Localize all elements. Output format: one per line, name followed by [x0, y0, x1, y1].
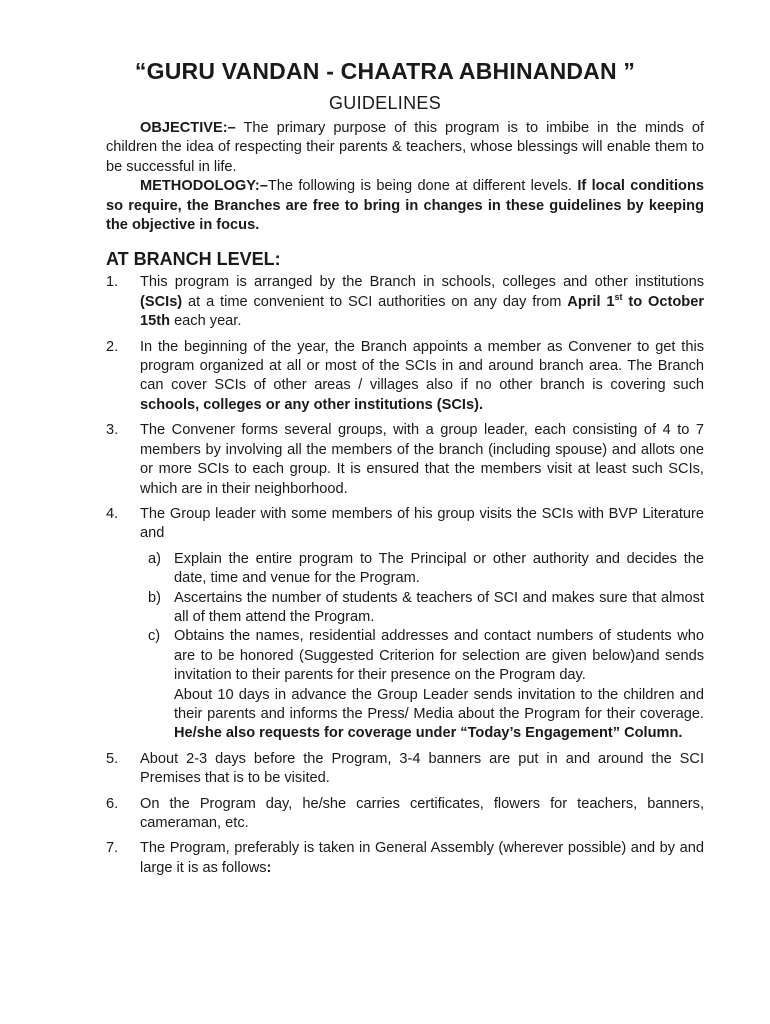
item-bold-text: to October 15th [140, 293, 704, 330]
sub-item-letter: b) [148, 589, 161, 606]
list-item [106, 505, 704, 544]
sub-item-letter: a) [148, 550, 161, 567]
item-text: About 2-3 days before the Program, 3-4 banners are put in and around the SCI Premises that is to be visited. [140, 750, 704, 787]
item-number: 3. [106, 422, 119, 439]
methodology-paragraph [106, 177, 704, 235]
methodology-text: The following is being done at different levels. [267, 178, 578, 195]
item-bold-text: : [266, 859, 272, 876]
item-text: The Convener forms several groups, with a group leader, each consisting of 4 to 7 members by involving all the members of the branch (including spouse) and allots one or more SCIs to each group. It is ensured that the members visit at least such SCIs, which are in their neighborhood. [140, 422, 704, 497]
sub-item-text: Explain the entire program to The Principal or other authority and decides the date, time and venue for the Program. [174, 550, 704, 587]
item-number: 4. [106, 505, 119, 522]
continuation-text: About 10 days in advance the Group Leader sends invitation to the children and their parents and informs the Press/ Media about the Program for their coverage. [174, 686, 704, 722]
item-bold-text: (SCIs) [140, 293, 183, 310]
objective-text: The primary purpose of this program is to imbibe in the minds of children the idea of respecting their parents & teachers, whose blessings will enable them to be successful in life. [106, 120, 704, 175]
sub-item [140, 627, 704, 685]
continuation-bold-text: He/she also requests for coverage under “Today’s Engagement” Column. [174, 725, 683, 742]
list-item [106, 839, 704, 878]
list-item [106, 338, 704, 416]
item-text: The Group leader with some members of his group visits the SCIs with BVP Literature and [140, 505, 704, 542]
item-text: In the beginning of the year, the Branch appoints a member as Convener to get this program organized at all or most of the SCIs in and around branch area. The Branch can cover SCIs of other areas / villages also if no other branch is covering such [140, 338, 704, 394]
item-number: 2. [106, 338, 119, 355]
methodology-label: METHODOLOGY:– [140, 178, 268, 195]
document-subtitle: GUIDELINES [328, 93, 442, 113]
list-item [106, 750, 704, 789]
item-number: 7. [106, 840, 119, 857]
document-title: “GURU VANDAN - CHAATRA ABHINANDAN ” [134, 58, 636, 84]
item-text: at a time convenient to SCI authorities on any day from [182, 293, 568, 310]
item-bold-text: schools, colleges or any other institutions (SCIs). [140, 396, 484, 413]
list-item [106, 273, 704, 331]
objective-paragraph [106, 119, 704, 177]
item-superscript: st [614, 291, 623, 302]
sub-item [140, 550, 704, 589]
section-heading: AT BRANCH LEVEL: [106, 249, 281, 270]
item-text: This program is arranged by the Branch in schools, colleges and other institutions [140, 274, 704, 291]
sub-item-continuation [174, 686, 704, 744]
sub-item [140, 589, 704, 628]
sub-item-text: Obtains the names, residential addresses and contact numbers of students who are to be honored (Suggested Criterion for selection are given below)and sends invitation to their parents for their presence on the Program day. [174, 628, 704, 684]
list-item [106, 421, 704, 499]
objective-label: OBJECTIVE:– [140, 120, 236, 136]
item-number: 5. [106, 750, 119, 767]
item-number: 6. [106, 795, 119, 812]
list-item [106, 795, 704, 834]
item-text: each year. [170, 313, 242, 330]
item-number: 1. [106, 274, 119, 291]
item-bold-text: April 1 [567, 293, 615, 310]
item-text: The Program, preferably is taken in General Assembly (wherever possible) and by and large it is as follows [140, 840, 704, 876]
sub-item-letter: c) [148, 628, 161, 645]
document-body [106, 119, 704, 884]
sub-item-text: Ascertains the number of students & teachers of SCI and makes sure that almost all of them attend the Program. [174, 589, 704, 625]
guideline-list [106, 273, 704, 878]
methodology-bold-text: If local conditions so require, the Branches are free to bring in changes in these guidelines by keeping the objective in focus. [106, 178, 704, 234]
item-text: On the Program day, he/she carries certificates, flowers for teachers, banners, cameraman, etc. [140, 795, 704, 831]
